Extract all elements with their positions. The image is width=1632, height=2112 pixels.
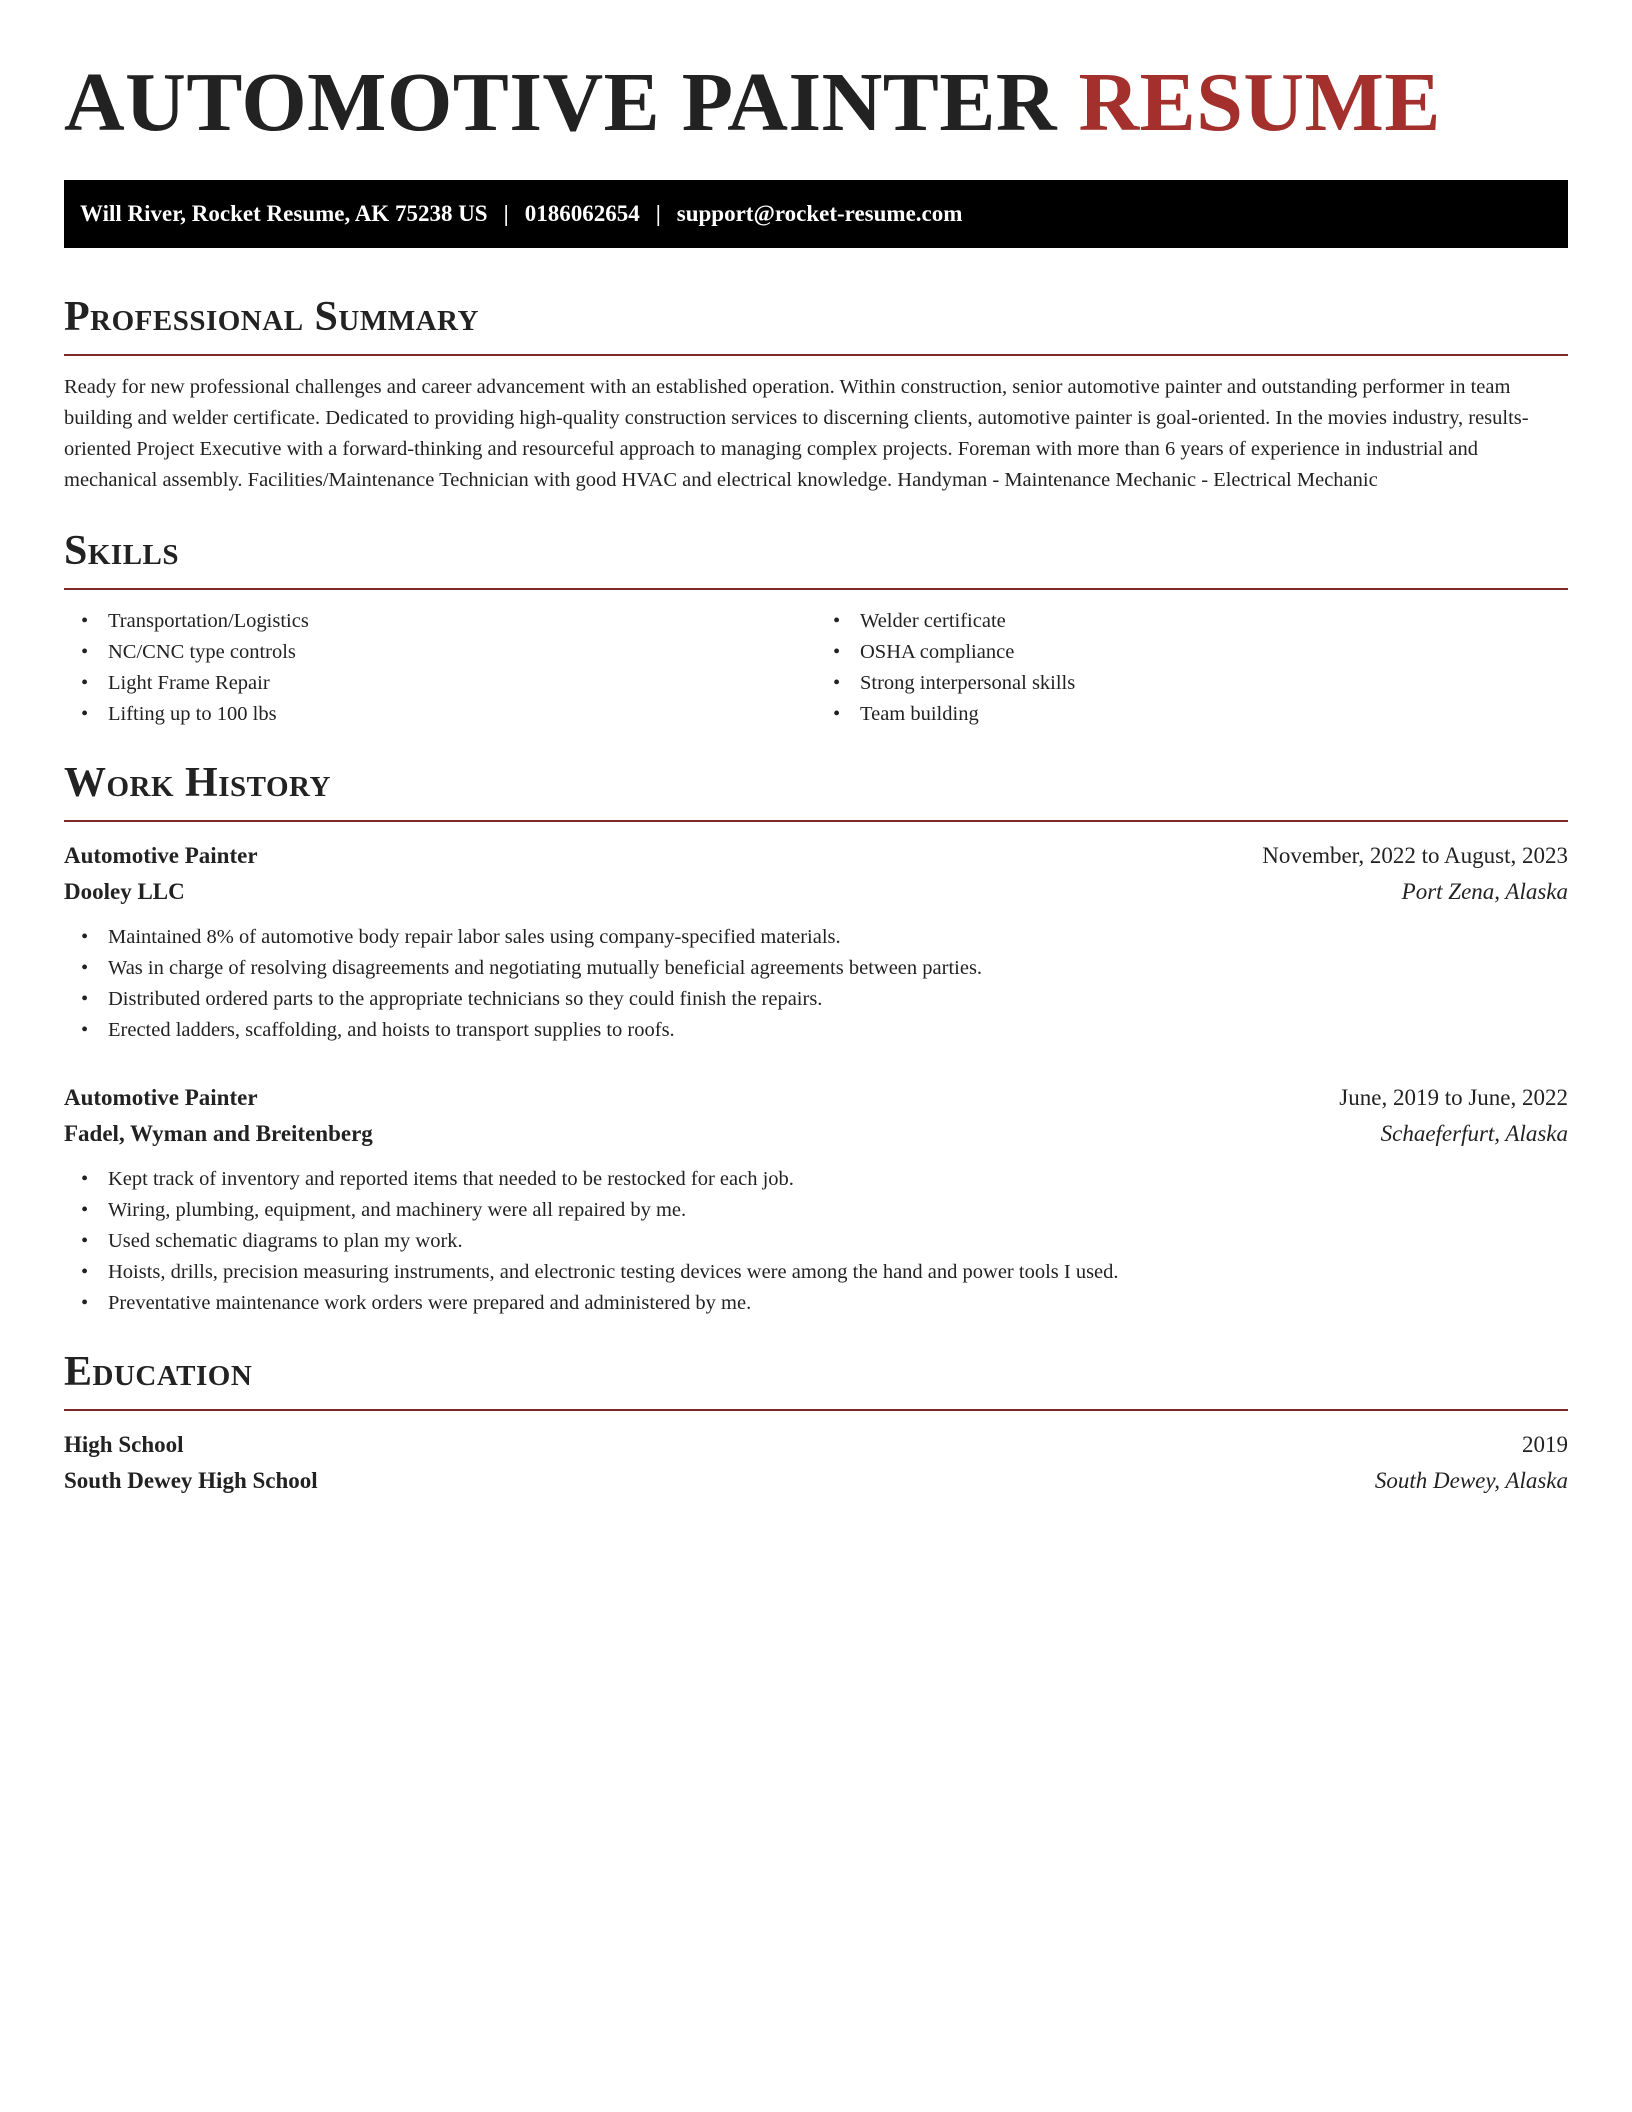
job-bullet: • Preventative maintenance work orders were prepared and administered by me. bbox=[108, 1288, 1568, 1319]
skills-column-right bbox=[816, 606, 1568, 730]
section-divider bbox=[64, 588, 1568, 590]
contact-separator: | bbox=[503, 201, 509, 226]
skill-item: • OSHA compliance bbox=[860, 637, 1568, 668]
work-history-heading: Work History bbox=[64, 760, 331, 806]
job-dates: November, 2022 to August, 2023 bbox=[1262, 843, 1568, 868]
education-school-row bbox=[64, 1463, 1568, 1499]
job-title: Automotive Painter bbox=[64, 843, 258, 868]
job-bullet: • Was in charge of resolving disagreements and negotiating mutually beneficial agreements between parties. bbox=[108, 953, 1568, 984]
education-location: South Dewey, Alaska bbox=[1374, 1468, 1568, 1493]
summary-text: Ready for new professional challenges and career advancement with an established operation. Within construction, senior automotive painter and outstanding performer in team building and welder certificate. Dedicated to providing high-quality construction services to discerning clients, automotive painter is goal-oriented. In the movies industry, results-oriented Project Executive with a forward-thinking and resourceful approach to managing complex projects. Foreman with more than 6 years of experience in industrial and mechanical assembly. Facilities/Maintenance Technician with good HVAC and electrical knowledge. Handyman - Maintenance Mechanic - Electrical Mechanic bbox=[64, 376, 1529, 491]
job-bullet: • Erected ladders, scaffolding, and hoists to transport supplies to roofs. bbox=[108, 1015, 1568, 1046]
skill-item: • Strong interpersonal skills bbox=[860, 668, 1568, 699]
job-dates: June, 2019 to June, 2022 bbox=[1339, 1085, 1568, 1110]
page-title bbox=[64, 50, 1568, 156]
education-year: 2019 bbox=[1522, 1432, 1568, 1457]
summary-heading: Professional Summary bbox=[64, 294, 479, 340]
education-heading: Education bbox=[64, 1349, 253, 1395]
skill-item: • Transportation/Logistics bbox=[108, 606, 816, 637]
section-divider bbox=[64, 820, 1568, 822]
job-bullets bbox=[64, 1164, 1568, 1319]
skills-section bbox=[64, 526, 1568, 730]
education-degree-row bbox=[64, 1427, 1568, 1463]
job-company: Fadel, Wyman and Breitenberg bbox=[64, 1121, 373, 1146]
job-bullet: • Hoists, drills, precision measuring instruments, and electronic testing devices were among the hand and power tools I used. bbox=[108, 1257, 1568, 1288]
contact-phone: 0186062654 bbox=[524, 201, 640, 226]
skills-column-left bbox=[64, 606, 816, 730]
skill-item: • Light Frame Repair bbox=[108, 668, 816, 699]
education-school: South Dewey High School bbox=[64, 1468, 318, 1493]
job-bullet: • Distributed ordered parts to the appropriate technicians so they could finish the repairs. bbox=[108, 984, 1568, 1015]
education-section bbox=[64, 1347, 1568, 1499]
job-title: Automotive Painter bbox=[64, 1085, 258, 1110]
skill-item: • NC/CNC type controls bbox=[108, 637, 816, 668]
job-bullet: • Used schematic diagrams to plan my work. bbox=[108, 1226, 1568, 1257]
job-company-row bbox=[64, 1116, 1568, 1152]
job-bullet: • Maintained 8% of automotive body repair labor sales using company-specified materials. bbox=[108, 922, 1568, 953]
title-accent: RESUME bbox=[1078, 56, 1441, 149]
job-location: Port Zena, Alaska bbox=[1401, 879, 1568, 904]
skills-heading: Skills bbox=[64, 528, 180, 574]
section-divider bbox=[64, 354, 1568, 356]
job-header-row bbox=[64, 1080, 1568, 1116]
education-degree: High School bbox=[64, 1432, 184, 1457]
job-header-row bbox=[64, 838, 1568, 874]
job-entry bbox=[64, 838, 1568, 1046]
contact-bar bbox=[64, 180, 1568, 248]
contact-address: Will River, Rocket Resume, AK 75238 US bbox=[80, 201, 488, 226]
contact-separator: | bbox=[655, 201, 661, 226]
job-location: Schaeferfurt, Alaska bbox=[1380, 1121, 1568, 1146]
title-main: AUTOMOTIVE PAINTER bbox=[64, 56, 1058, 149]
job-entry bbox=[64, 1080, 1568, 1319]
section-divider bbox=[64, 1409, 1568, 1411]
summary-section bbox=[64, 292, 1568, 496]
work-history-section bbox=[64, 758, 1568, 1319]
contact-email: support@rocket-resume.com bbox=[676, 201, 963, 226]
skills-list bbox=[64, 606, 1568, 730]
skill-item: • Team building bbox=[860, 699, 1568, 730]
job-company: Dooley LLC bbox=[64, 879, 185, 904]
job-bullet: • Wiring, plumbing, equipment, and machinery were all repaired by me. bbox=[108, 1195, 1568, 1226]
job-bullet: • Kept track of inventory and reported items that needed to be restocked for each job. bbox=[108, 1164, 1568, 1195]
job-bullets bbox=[64, 922, 1568, 1046]
job-company-row bbox=[64, 874, 1568, 910]
skill-item: • Lifting up to 100 lbs bbox=[108, 699, 816, 730]
skill-item: • Welder certificate bbox=[860, 606, 1568, 637]
